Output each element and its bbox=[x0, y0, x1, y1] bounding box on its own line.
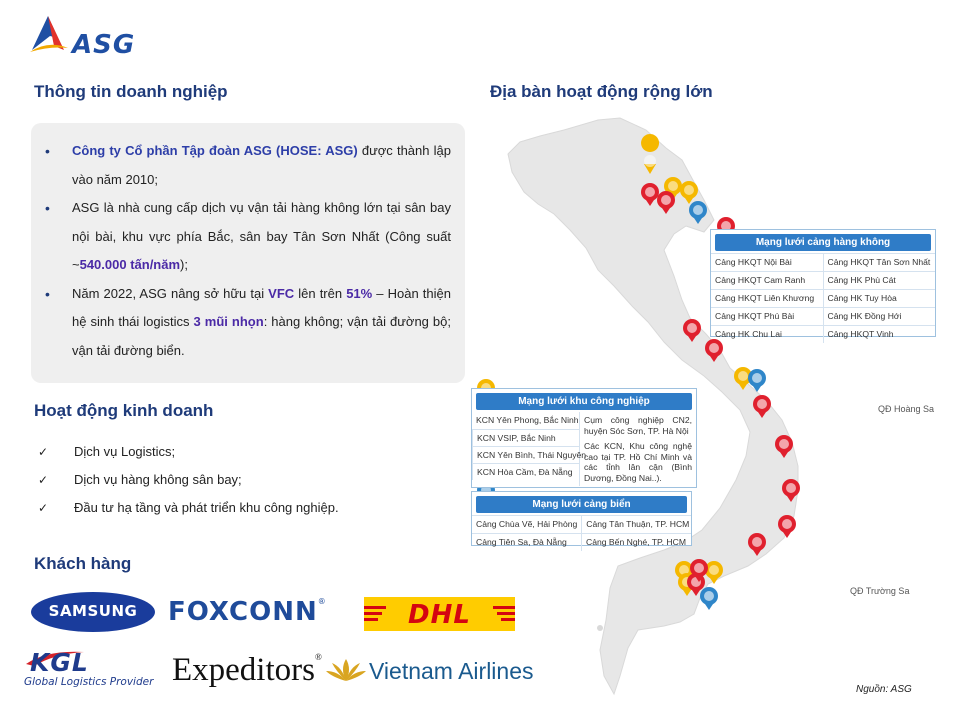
table-cell: KCN Yên Bình, Thái Nguyên bbox=[472, 446, 579, 463]
seaport-network-table bbox=[471, 491, 692, 546]
customers-title: Khách hàng bbox=[34, 554, 132, 573]
info-bullet-vfc: • Năm 2022, ASG nâng sở hữu tại VFC lên trên 51% – Hoàn thiện hệ sinh thái logistics 3 mũi nhọn: hàng không; vận tải đường bộ; vận tải đường biển. bbox=[45, 280, 451, 366]
expeditors-logo: Expeditors® bbox=[172, 652, 322, 688]
info-title: Thông tin doanh nghiệp bbox=[34, 82, 228, 101]
airport-network-table bbox=[710, 229, 936, 337]
hoang-sa-label: QĐ Hoàng Sa bbox=[878, 404, 935, 414]
truong-sa-label: QĐ Trường Sa bbox=[850, 586, 910, 596]
table-row: Cảng HKQT Nội Bài Cảng HKQT Tân Sơn Nhất bbox=[711, 253, 935, 271]
check-icon: ✓ bbox=[38, 473, 49, 487]
business-item: ✓ Đầu tư hạ tầng và phát triển khu công nghiệp. bbox=[38, 494, 339, 522]
table-row: Cảng HK Chu Lai Cảng HKQT Vinh bbox=[711, 325, 935, 343]
info-bullet-capacity: • ASG là nhà cung cấp dịch vụ vận tải hàng không lớn tại sân bay nội bài, khu vực phía Bắc, sân bay Tân Sơn Nhất (Công suất ~540.000 tấn/năm); bbox=[45, 194, 451, 280]
kgl-logo: KGL Global Logistics Provider bbox=[24, 648, 154, 688]
dhl-logo: DHL bbox=[364, 597, 515, 631]
industrial-network-title: Mạng lưới khu công nghiệp bbox=[476, 393, 692, 410]
seaport-network-title: Mạng lưới cảng biển bbox=[476, 496, 687, 513]
asg-logo-text: ASG bbox=[72, 30, 136, 60]
table-cell: KCN VSIP, Bắc Ninh bbox=[472, 429, 579, 446]
lotus-icon bbox=[326, 657, 366, 683]
asg-logo-mark-icon bbox=[28, 12, 76, 56]
table-row: Cảng Chùa Vẽ, Hải Phòng Cảng Tân Thuận, TP. HCM bbox=[472, 515, 691, 533]
table-row: Cảng Tiên Sa, Đà Nẵng Cảng Bến Nghé, TP. HCM bbox=[472, 533, 691, 551]
business-item: ✓ Dịch vụ Logistics; bbox=[38, 438, 339, 466]
samsung-logo: SAMSUNG bbox=[31, 592, 155, 632]
table-row: Cảng HKQT Phú Bài Cảng HK Đồng Hới bbox=[711, 307, 935, 325]
seaport-pin-icon bbox=[700, 587, 718, 610]
business-list bbox=[38, 438, 339, 522]
table-cell: KCN Yên Phong, Bắc Ninh bbox=[476, 415, 579, 425]
industrial-network-table bbox=[471, 388, 697, 488]
table-cell: KCN Hòa Cầm, Đà Nẵng bbox=[472, 463, 579, 480]
check-icon: ✓ bbox=[38, 445, 49, 459]
table-cell: Các KCN, Khu công nghệ cao tại TP. Hồ Chí Minh và các tỉnh lân cận (Bình Dương, Đồng Nai..). bbox=[584, 441, 692, 483]
asg-logo bbox=[28, 12, 158, 60]
check-icon: ✓ bbox=[38, 501, 49, 515]
vietnam-airlines-logo: Vietnam Airlines bbox=[326, 655, 541, 685]
table-cell: Cụm công nghiệp CN2, huyện Sóc Sơn, TP. Hà Nội bbox=[584, 415, 692, 436]
map-title: Địa bàn hoạt động rộng lớn bbox=[490, 82, 713, 101]
info-bullet-founding: • Công ty Cổ phần Tập đoàn ASG (HOSE: ASG) được thành lập vào năm 2010; bbox=[45, 137, 451, 194]
business-item: ✓ Dịch vụ hàng không sân bay; bbox=[38, 466, 339, 494]
foxconn-logo: FOXCONN® bbox=[168, 597, 327, 627]
table-row: Cảng HKQT Liên Khương Cảng HK Tuy Hòa bbox=[711, 289, 935, 307]
business-title: Hoạt động kinh doanh bbox=[34, 401, 214, 420]
table-row: Cảng HKQT Cam Ranh Cảng HK Phù Cát bbox=[711, 271, 935, 289]
airport-network-title: Mạng lưới cảng hàng không bbox=[715, 234, 931, 251]
company-info-box bbox=[31, 123, 465, 383]
source-note: Nguồn: ASG bbox=[856, 684, 912, 695]
